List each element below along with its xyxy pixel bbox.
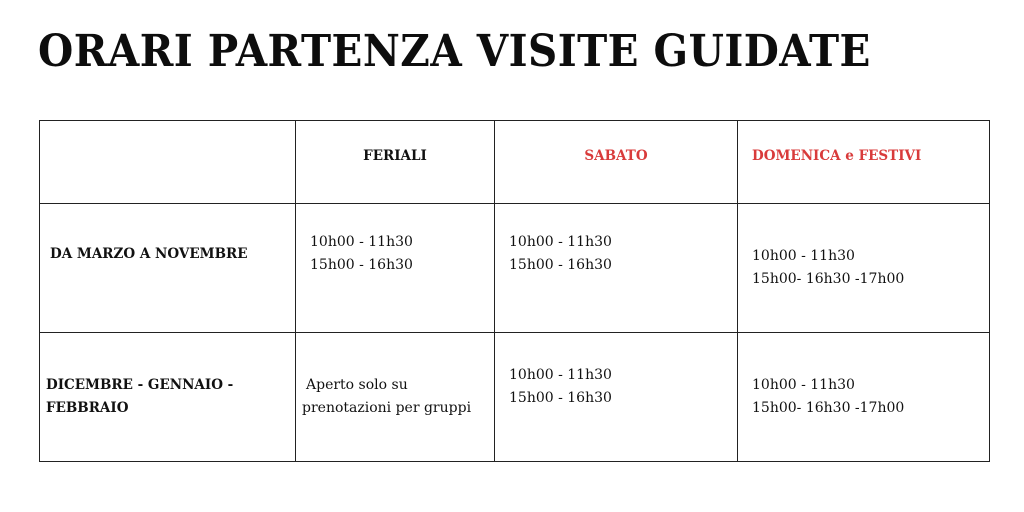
sabato-cell bbox=[495, 333, 738, 462]
domenica-cell bbox=[738, 204, 990, 333]
page-title: ORARI PARTENZA VISITE GUIDATE bbox=[38, 26, 871, 77]
header-sabato: SABATO bbox=[584, 147, 648, 164]
header-empty-cell bbox=[40, 121, 296, 204]
table-row bbox=[40, 333, 990, 462]
sabato-cell bbox=[495, 204, 738, 333]
row-label-line: DICEMBRE - GENNAIO - bbox=[46, 377, 234, 393]
sabato-times bbox=[495, 364, 737, 410]
note-line: Aperto solo su bbox=[306, 377, 408, 393]
domenica-times bbox=[738, 374, 989, 420]
feriali-times bbox=[296, 231, 494, 277]
time-slot: 15h00 - 16h30 bbox=[509, 390, 612, 406]
time-slot: 10h00 - 11h30 bbox=[752, 377, 855, 393]
feriali-cell bbox=[296, 204, 495, 333]
table-row bbox=[40, 204, 990, 333]
note-line: prenotazioni per gruppi bbox=[302, 400, 472, 416]
header-cell-sabato bbox=[495, 121, 738, 204]
header-feriali: FERIALI bbox=[363, 147, 427, 164]
time-slot: 15h00 - 16h30 bbox=[509, 257, 612, 273]
domenica-times bbox=[738, 245, 989, 291]
sabato-times bbox=[495, 231, 737, 277]
table-header-row bbox=[40, 121, 990, 204]
row-label-cell bbox=[40, 204, 296, 333]
header-cell-domenica bbox=[738, 121, 990, 204]
schedule-table bbox=[39, 120, 990, 462]
row-label-cell bbox=[40, 333, 296, 462]
domenica-cell bbox=[738, 333, 990, 462]
feriali-cell bbox=[296, 333, 495, 462]
row-label: DA MARZO A NOVEMBRE bbox=[50, 245, 248, 262]
time-slot: 15h00- 16h30 -17h00 bbox=[752, 271, 905, 287]
time-slot: 15h00- 16h30 -17h00 bbox=[752, 400, 905, 416]
time-slot: 15h00 - 16h30 bbox=[310, 257, 413, 273]
header-domenica-festivi: DOMENICA e FESTIVI bbox=[752, 147, 922, 164]
time-slot: 10h00 - 11h30 bbox=[752, 248, 855, 264]
time-slot: 10h00 - 11h30 bbox=[509, 367, 612, 383]
time-slot: 10h00 - 11h30 bbox=[509, 234, 612, 250]
time-slot: 10h00 - 11h30 bbox=[310, 234, 413, 250]
row-label-line: FEBBRAIO bbox=[46, 400, 129, 416]
row-label bbox=[40, 374, 295, 420]
header-cell-feriali bbox=[296, 121, 495, 204]
feriali-note bbox=[296, 374, 494, 420]
